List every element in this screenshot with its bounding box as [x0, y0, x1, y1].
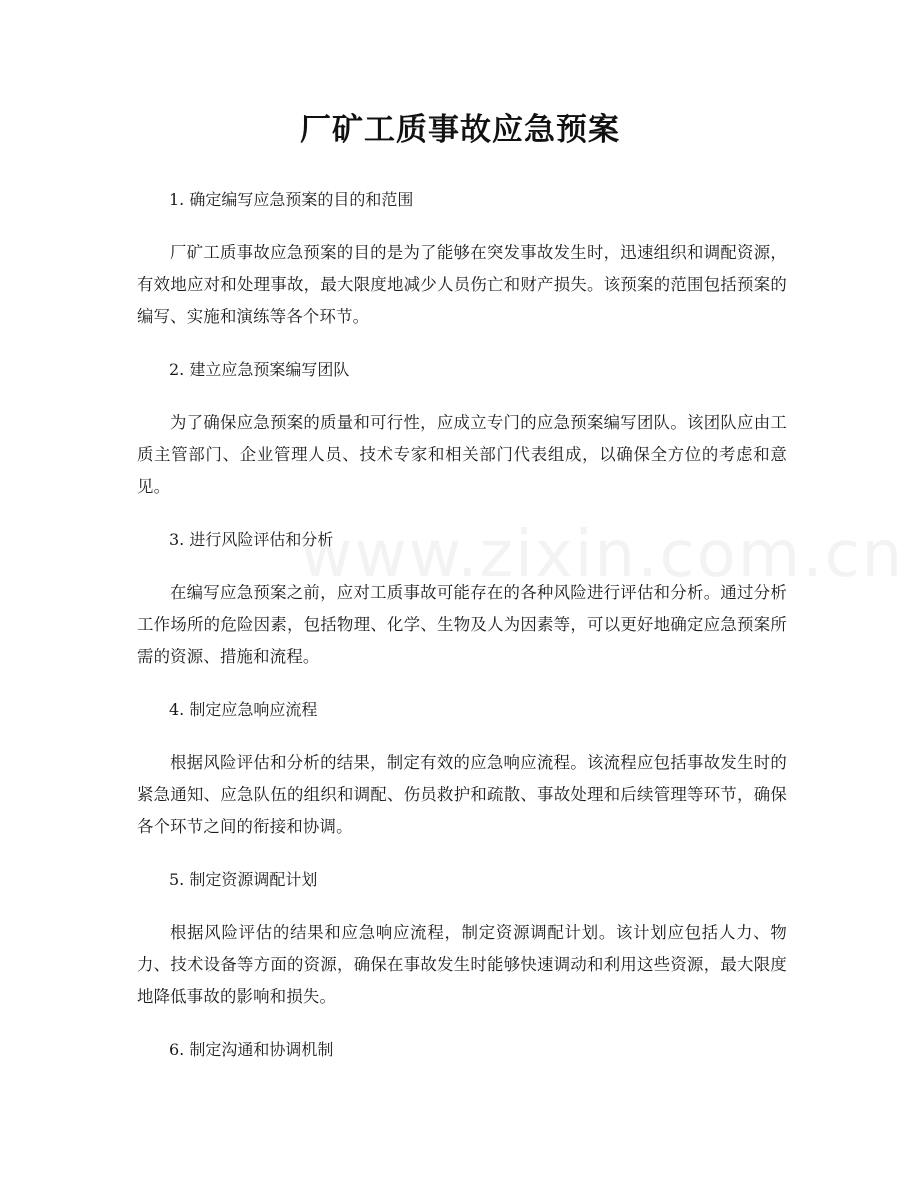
section-heading-4: 4. 制定应急响应流程 [169, 700, 318, 719]
document-body [137, 186, 787, 1087]
section-heading-2: 2. 建立应急预案编写团队 [169, 360, 350, 379]
section-heading-5: 5. 制定资源调配计划 [169, 870, 318, 889]
page-title: 厂矿工质事故应急预案 [300, 112, 620, 148]
section-paragraph-5: 根据风险评估的结果和应急响应流程，制定资源调配计划。该计划应包括人力、物力、技术设备等方面的资源，确保在事故发生时能够快速调动和利用这些资源，最大限度地降低事故的影响和损失。 [137, 923, 787, 1006]
section-paragraph-2: 为了确保应急预案的质量和可行性，应成立专门的应急预案编写团队。该团队应由工质主管部门、企业管理人员、技术专家和相关部门代表组成，以确保全方位的考虑和意见。 [137, 413, 787, 496]
section-paragraph-4: 根据风险评估和分析的结果，制定有效的应急响应流程。该流程应包括事故发生时的紧急通知、应急队伍的组织和调配、伤员救护和疏散、事故处理和后续管理等环节，确保各个环节之间的衔接和协调。 [137, 753, 787, 836]
section-paragraph-3: 在编写应急预案之前，应对工质事故可能存在的各种风险进行评估和分析。通过分析工作场所的危险因素，包括物理、化学、生物及人为因素等，可以更好地确定应急预案所需的资源、措施和流程。 [137, 583, 787, 666]
section-heading-1: 1. 确定编写应急预案的目的和范围 [169, 190, 414, 209]
section-heading-6: 6. 制定沟通和协调机制 [169, 1040, 334, 1059]
section-paragraph-1: 厂矿工质事故应急预案的目的是为了能够在突发事故发生时，迅速组织和调配资源，有效地应对和处理事故，最大限度地减少人员伤亡和财产损失。该预案的范围包括预案的编写、实施和演练等各个环节。 [137, 243, 787, 326]
section-heading-3: 3. 进行风险评估和分析 [169, 530, 334, 549]
